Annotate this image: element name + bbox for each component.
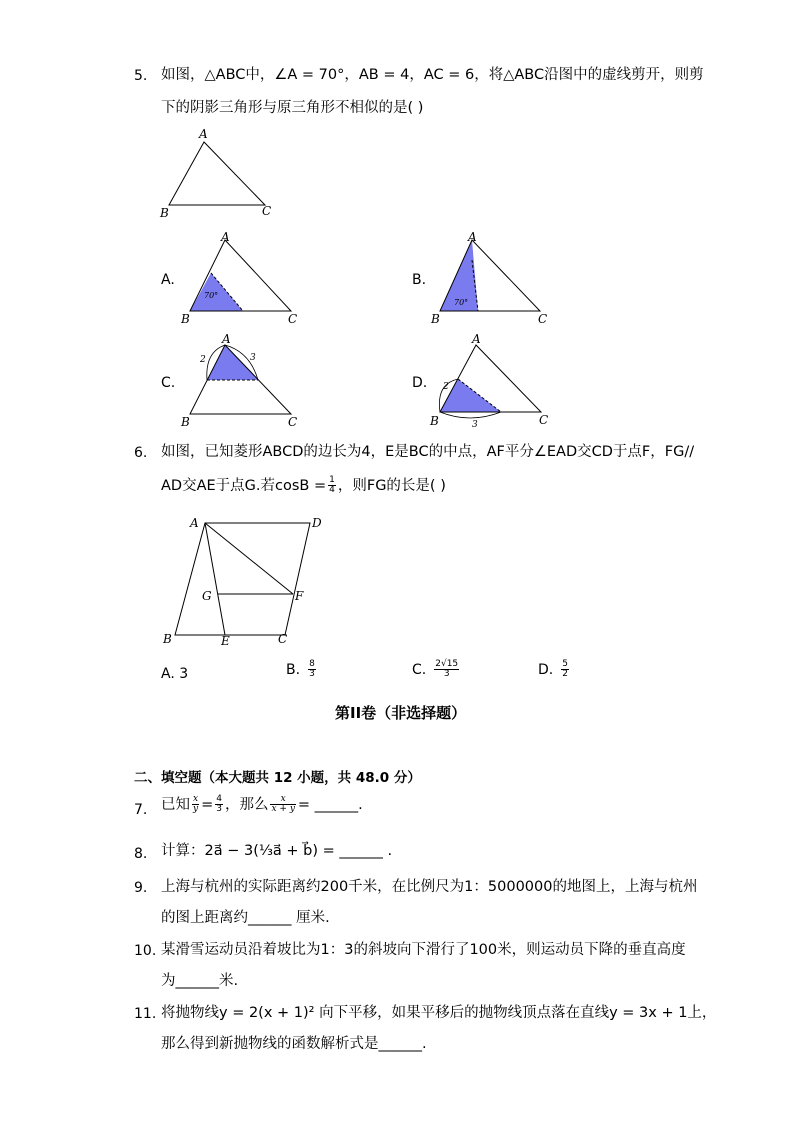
denominator: 2	[562, 669, 568, 680]
denominator: 3	[216, 804, 222, 815]
q7-mid: ，那么	[224, 796, 269, 813]
q5-original-triangle	[155, 125, 285, 220]
label-C: C	[539, 413, 549, 427]
label-B: B	[160, 206, 169, 220]
q6-option-b-fraction	[308, 660, 316, 680]
q5-option-a[interactable]: A.	[161, 272, 175, 288]
label-E: E	[221, 634, 230, 648]
q11-number: 11.	[134, 1006, 157, 1022]
q9-stem-line2[interactable]: 的图上距离约______ 厘米.	[161, 910, 330, 926]
q7-number: 7.	[134, 802, 148, 818]
q6-option-b-letter: B.	[286, 661, 301, 678]
numerator: 5	[562, 659, 568, 669]
cos-fraction	[328, 476, 336, 496]
q5-option-b-figure	[428, 228, 553, 328]
q6-option-d-letter: D.	[538, 661, 554, 678]
label-G: G	[202, 589, 212, 603]
label-A: A	[472, 332, 481, 346]
q6-stem-line2	[161, 476, 446, 496]
q9-number: 9.	[134, 880, 148, 896]
q6-rhombus-figure	[160, 512, 330, 650]
q6-number: 6.	[134, 445, 148, 461]
numerator: 4	[216, 794, 222, 804]
q6-line2-pre: AD交AE于点G.若cosB =	[161, 477, 327, 494]
label-A: A	[221, 230, 230, 244]
q8-stem[interactable]: 计算：2a⃗ − 3(⅓a⃗ + b⃗) = ______ .	[161, 843, 393, 859]
q10-number: 10.	[134, 943, 157, 959]
denominator: 3	[443, 669, 450, 680]
label-D: D	[312, 516, 322, 530]
label-C: C	[288, 415, 298, 429]
q5-stem-line1: 如图，△ABC中，∠A = 70°，AB = 4，AC = 6，将△ABC沿图中的虚线剪开，则剪	[161, 67, 704, 83]
q10-stem-line2[interactable]: 为______米.	[161, 973, 239, 989]
angle-label: 70°	[454, 298, 469, 307]
q6-stem-line1: 如图，已知菱形ABCD的边长为4，E是BC的中点，AF平分∠EAD交CD于点F，FG//	[161, 444, 695, 460]
q5-option-d-figure	[428, 332, 558, 432]
label-A: A	[222, 332, 231, 346]
q9-stem-line1: 上海与杭州的实际距离约200千米，在比例尺为1：5000000的地图上，上海与杭州	[161, 879, 698, 895]
numerator: 8	[309, 659, 315, 669]
side-label-2: 2	[200, 355, 206, 365]
label-C: C	[288, 312, 298, 326]
denominator: 3	[309, 669, 315, 680]
q7-pre: 已知	[161, 796, 190, 813]
label-B: B	[181, 312, 190, 326]
label-C: C	[278, 632, 288, 646]
q6-option-c-fraction	[434, 660, 459, 680]
part2-heading: 二、填空题（本大题共 12 小题，共 48.0 分）	[134, 770, 421, 786]
q7-stem	[161, 795, 363, 815]
label-B: B	[163, 632, 172, 646]
q5-stem-line2: 下的阴影三角形与原三角形不相似的是( )	[161, 100, 424, 116]
q8-number: 8.	[134, 846, 148, 862]
denominator: y	[193, 804, 199, 815]
q6-option-d-fraction	[561, 660, 569, 680]
section-title: 第II卷（非选择题）	[335, 704, 467, 722]
q6-option-c-letter: C.	[412, 661, 427, 678]
q7-target-fraction	[270, 795, 295, 815]
q6-line2-post: ，则FG的长是( )	[337, 477, 446, 494]
q6-option-b[interactable]	[286, 660, 316, 680]
q7-ratio-fraction	[215, 795, 223, 815]
numerator: x	[270, 795, 295, 805]
label-B: B	[431, 312, 440, 326]
q5-option-a-figure	[178, 228, 303, 328]
q6-option-a[interactable]: A. 3	[161, 666, 189, 682]
q6-option-c[interactable]	[412, 660, 459, 680]
denominator: x + y	[271, 804, 295, 815]
q11-stem-line1: 将抛物线y = 2(x + 1)² 向下平移，如果平移后的抛物线顶点落在直线y = 3x + 1上，	[161, 1005, 717, 1021]
numerator: x	[193, 794, 199, 804]
label-A: A	[190, 516, 199, 530]
cos-numerator: 1	[329, 475, 335, 485]
q7-equals: =	[201, 796, 214, 813]
q5-option-b[interactable]: B.	[412, 272, 427, 288]
side-label-3: 3	[472, 420, 478, 430]
cos-denominator: 4	[329, 485, 335, 496]
label-A: A	[468, 230, 477, 244]
label-A: A	[199, 127, 208, 141]
label-C: C	[262, 204, 272, 218]
q7-xy-fraction	[192, 795, 199, 815]
label-B: B	[181, 415, 190, 429]
q5-option-c-figure	[178, 332, 303, 432]
side-label-3: 3	[250, 353, 256, 363]
angle-label: 70°	[204, 291, 219, 300]
q5-number: 5.	[134, 68, 148, 84]
label-C: C	[538, 312, 548, 326]
side-label-2: 2	[443, 382, 449, 392]
q5-option-c[interactable]: C.	[161, 375, 176, 391]
label-B: B	[430, 414, 439, 428]
q6-option-d[interactable]	[538, 660, 569, 680]
q7-answer-blank[interactable]: = ______.	[297, 796, 363, 813]
label-F: F	[295, 589, 304, 603]
q11-stem-line2[interactable]: 那么得到新抛物线的函数解析式是______.	[161, 1036, 427, 1052]
numerator: 2√15	[435, 659, 459, 669]
q5-option-d[interactable]: D.	[412, 375, 428, 391]
q10-stem-line1: 某滑雪运动员沿着坡比为1：3的斜坡向下滑行了100米，则运动员下降的垂直高度	[161, 942, 686, 958]
